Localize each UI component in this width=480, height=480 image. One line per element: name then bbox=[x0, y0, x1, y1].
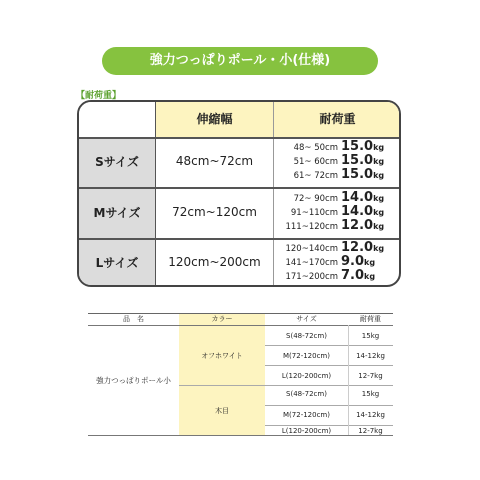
size-label-l: Lサイズ bbox=[79, 239, 155, 287]
load-length: 51~ 60cm bbox=[293, 157, 338, 167]
load-cell: 12-7kg bbox=[358, 427, 383, 435]
product-table bbox=[88, 313, 393, 436]
load-length: 111~120cm bbox=[285, 222, 338, 232]
load-line bbox=[282, 269, 396, 284]
load-length: 48~ 50cm bbox=[293, 143, 338, 153]
range-s: 48cm~72cm bbox=[175, 154, 254, 168]
page-title: 強力つっぱりポール・小(仕様) bbox=[149, 53, 331, 68]
load-weight: 15.0kg bbox=[341, 167, 385, 182]
color-off-white: オフホワイト bbox=[201, 352, 243, 360]
header-load: 耐荷重 bbox=[360, 315, 381, 323]
load-length: 171~200cm bbox=[285, 272, 338, 282]
load-weight: 15.0kg bbox=[341, 139, 385, 154]
load-weight: 12.0kg bbox=[341, 240, 385, 255]
size-label-m: Mサイズ bbox=[79, 188, 155, 238]
size-cell: M(72-120cm) bbox=[283, 352, 330, 360]
header-extend-range: 伸縮幅 bbox=[156, 102, 273, 137]
column-divider bbox=[273, 102, 274, 285]
column-divider bbox=[155, 102, 156, 285]
header-color: カラー bbox=[211, 315, 233, 323]
load-weight: 12.0kg bbox=[341, 218, 385, 233]
size-cell: S(48-72cm) bbox=[286, 390, 327, 398]
size-cell: L(120-200cm) bbox=[281, 427, 332, 435]
row-divider bbox=[265, 425, 393, 426]
load-cell: 14-12kg bbox=[356, 352, 385, 360]
load-line bbox=[282, 168, 396, 183]
page-title-banner bbox=[102, 47, 378, 75]
table-bottom-border bbox=[88, 435, 393, 436]
load-weight: 15.0kg bbox=[341, 153, 385, 168]
load-cell: 14-12kg bbox=[356, 411, 385, 419]
load-length: 141~170cm bbox=[285, 258, 338, 268]
load-line bbox=[282, 255, 396, 270]
load-length: 61~ 72cm bbox=[293, 171, 338, 181]
load-length: 91~110cm bbox=[290, 208, 338, 218]
product-name: 強力つっぱりポール小 bbox=[96, 376, 171, 385]
size-cell: L(120-200cm) bbox=[281, 372, 332, 380]
load-weight: 9.0kg bbox=[341, 254, 376, 269]
load-weight: 7.0kg bbox=[341, 268, 376, 283]
header-product-name: 品 名 bbox=[123, 315, 144, 323]
load-spec-table bbox=[77, 100, 401, 287]
load-length: 72~ 90cm bbox=[293, 194, 338, 204]
row-divider bbox=[265, 345, 393, 346]
load-section-label: 【耐荷重】 bbox=[76, 91, 122, 101]
spec-header-row bbox=[79, 102, 399, 137]
size-cell: M(72-120cm) bbox=[283, 411, 330, 419]
row-divider bbox=[265, 365, 393, 366]
load-length: 120~140cm bbox=[285, 244, 338, 254]
row-divider bbox=[79, 238, 399, 240]
row-divider bbox=[79, 187, 399, 189]
color-column-bg bbox=[179, 314, 265, 435]
load-cell: 12-7kg bbox=[358, 372, 383, 380]
row-divider bbox=[265, 405, 393, 406]
load-weight: 14.0kg bbox=[341, 204, 385, 219]
row-divider bbox=[79, 137, 399, 139]
load-line bbox=[282, 241, 396, 256]
size-cell: S(48-72cm) bbox=[286, 332, 327, 340]
header-load-capacity: 耐荷重 bbox=[274, 102, 401, 137]
color-wood-grain: 木目 bbox=[215, 407, 229, 415]
load-cell: 15kg bbox=[361, 390, 380, 398]
load-weight: 14.0kg bbox=[341, 190, 385, 205]
header-size: サイズ bbox=[296, 315, 317, 323]
range-m: 72cm~120cm bbox=[172, 205, 257, 219]
row-divider bbox=[179, 385, 393, 386]
range-l: 120cm~200cm bbox=[168, 255, 261, 269]
size-label-s: Sサイズ bbox=[79, 138, 155, 187]
load-cell: 15kg bbox=[361, 332, 380, 340]
load-line bbox=[282, 219, 396, 234]
